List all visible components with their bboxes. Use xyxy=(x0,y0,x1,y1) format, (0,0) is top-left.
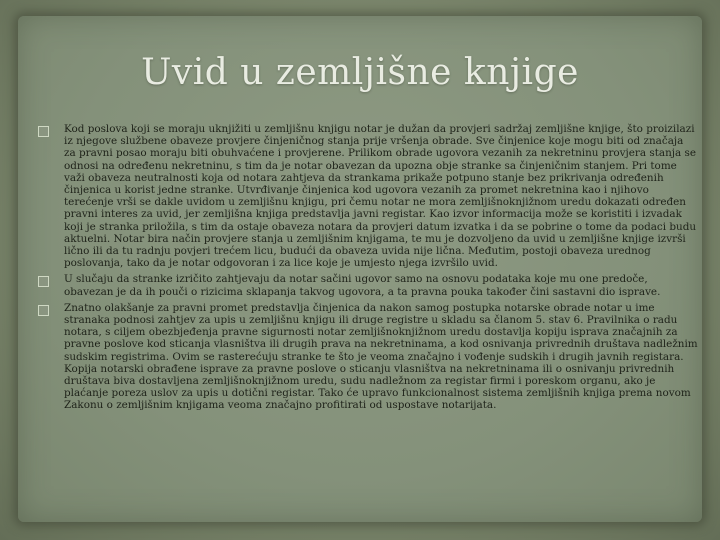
bullet-text: U slučaju da stranke izričito zahtjevaju da notar sačini ugovor samo na osnovu podataka koje mu one predoče, obavezan je da ih pouči o rizicima sklapanja takvog ugovora, a ta pravna pouka također čini sastavni dio isprave. xyxy=(64,273,661,298)
bullet-text: Znatno olakšanje za pravni promet predstavlja činjenica da nakon samog postupka notarske obrade notar u ime stranaka podnosi zahtjev za upis u zemljišnu knjigu ili druge registre u skladu sa članom 5. stav 6. Pravilnika o radu notara, s ciljem obezbjeđenja pravne sigurnosti notar zemljišnoknjižnom uredu dostavlja kopiju isprava značajnih za pravne poslove kod sticanja vlasništva ili drugih prava na nekretninama, a kod osnivanja privrednih društava nadležnim sudskim registrima. Ovim se rasterećuju stranke te što je veoma značajno i vođenje sudskih i drugih javnih registara. Kopija notarski obrađene isprave za pravne poslove o sticanju vlasništva na nekretninama ili o osnivanju privrednih društava biva dostavljena zemljišnoknjižnom uredu, sudu nadležnom za registar firmi i poreskom organu, ako je plaćanje poreza uslov za upis u dotični registar. Tako će upravo funkcionalnost sistema zemljišnih knjiga prema novom Zakonu o zemljišnim knjigama veoma značajno profitirati od uspostave notarijata. xyxy=(64,301,698,412)
square-bullet-icon xyxy=(38,305,49,316)
bullet-item xyxy=(38,302,698,412)
bullet-item xyxy=(38,273,698,297)
bullet-text: Kod poslova koji se moraju uknjižiti u zemljišnu knjigu notar je dužan da provjeri sadržaj zemljišne knjige, što proizilazi iz njegove službene obaveze provjere činjeničnog stanja prije vršenja obrade. Sve činjenice koje mogu biti od značaja za pravni posao moraju biti obuhvaćene i provjerene. Prilikom obrade ugovora vezanih za nekretninu provjera stanja se odnosi na određenu nekretninu, s tim da je notar obavezan da upozna obje stranke sa činjeničnim stanjem. Pri tome važi obaveza neutralnosti koja od notara zahtjeva da strankama prikaže potpuno stanje bez prikrivanja određenih činjenica u korist jedne stranke. Utvrđivanje činjenica kod ugovora vezanih za promet nekretnina kao i njihovo terećenje vrši se dakle uvidom u zemljišnu knjigu, pri čemu notar ne mora zemljišnoknjižnom uredu dokazati određen pravni interes za uvid, jer zemljišna knjiga predstavlja javni registar. Kao izvor informacija može se koristiti i izvadak koji je stranka priložila, s tim da ostaje obaveza notara da provjeri datum izvatka i da se pobrine o tome da podaci budu aktuelni. Notar bira način provjere stanja u zemljišnim knjigama, te mu je dozvoljeno da uvid u zemljišne knjige izvrši lično ili da tu radnju povjeri trećem licu, budući da obaveza uvida nije lična. Međutim, postoji obaveza urednog poslovanja, tako da je notar odgovoran i za lice koje je umjesto njega izvršilo uvid. xyxy=(64,123,697,270)
square-bullet-icon xyxy=(38,276,49,287)
square-bullet-icon xyxy=(38,126,49,137)
slide-title: Uvid u zemljišne knjige xyxy=(141,52,579,93)
bullet-list xyxy=(38,123,698,416)
bullet-item xyxy=(38,123,698,269)
